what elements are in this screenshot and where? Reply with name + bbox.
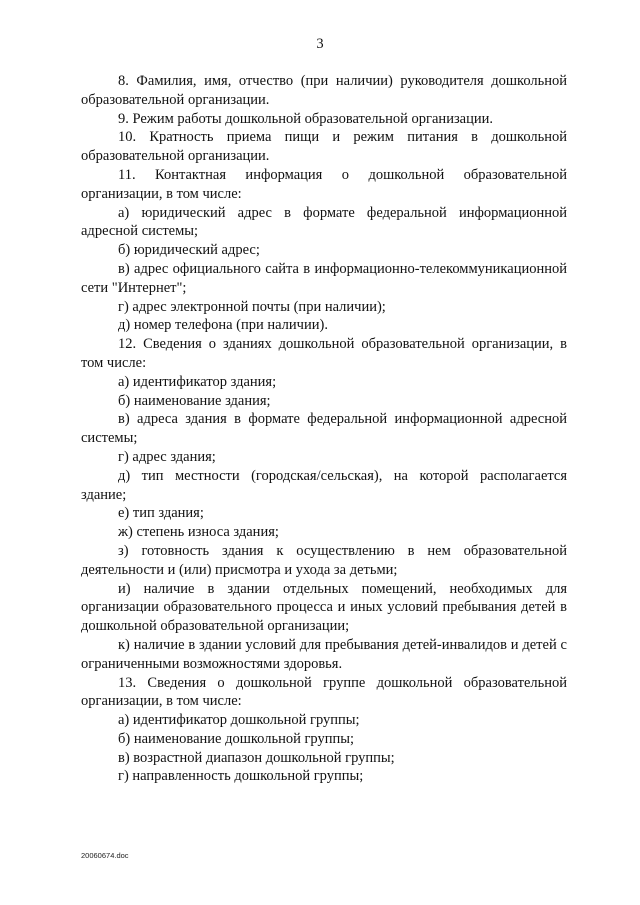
footer-filename: 20060674.doc	[81, 851, 129, 860]
paragraph-12-b: б) наименование здания;	[118, 392, 271, 409]
document-body	[81, 72, 567, 786]
paragraph-8: 8. Фамилия, имя, отчество (при наличии) руководителя дошкольной образовательной организации.	[81, 73, 567, 108]
paragraph-12-a: а) идентификатор здания;	[118, 373, 277, 390]
paragraph-13-b: б) наименование дошкольной группы;	[118, 730, 355, 747]
paragraph-13-a: а) идентификатор дошкольной группы;	[118, 712, 360, 729]
paragraph-12-z: з) готовность здания к осуществлению в нем образовательной деятельности и (или) присмотра и ухода за детьми;	[81, 542, 567, 578]
page-number: 3	[316, 36, 324, 52]
paragraph-11: 11. Контактная информация о дошкольной образовательной организации, в том числе:	[81, 166, 567, 202]
paragraph-12-zh: ж) степень износа здания;	[118, 524, 279, 541]
paragraph-11-d: д) номер телефона (при наличии).	[118, 317, 328, 334]
paragraph-12-i: и) наличие в здании отдельных помещений, необходимых для организации образовательного процесса и иных условий пребывания детей в дошкольной образовательной организации;	[81, 580, 567, 635]
paragraph-11-v: в) адрес официального сайта в информационно-телекоммуникационной сети "Интернет";	[81, 260, 567, 296]
paragraph-11-g: г) адрес электронной почты (при наличии);	[118, 298, 386, 315]
paragraph-12-d: д) тип местности (городская/сельская), на которой располагается здание;	[81, 467, 567, 503]
paragraph-12-k: к) наличие в здании условий для пребывания детей-инвалидов и детей с ограниченными возможностями здоровья.	[81, 636, 567, 672]
paragraph-13-v: в) возрастной диапазон дошкольной группы;	[118, 749, 395, 766]
paragraph-12-v: в) адреса здания в формате федеральной информационной адресной системы;	[81, 411, 567, 447]
paragraph-12-g: г) адрес здания;	[118, 448, 216, 465]
paragraph-11-b: б) юридический адрес;	[118, 242, 260, 259]
paragraph-11-a: а) юридический адрес в формате федеральной информационной адресной системы;	[81, 204, 567, 240]
paragraph-13: 13. Сведения о дошкольной группе дошкольной образовательной организации, в том числе:	[81, 674, 567, 710]
paragraph-10: 10. Кратность приема пищи и режим питания в дошкольной образовательной организации.	[81, 129, 567, 165]
paragraph-13-g: г) направленность дошкольной группы;	[118, 768, 364, 785]
paragraph-12-e: е) тип здания;	[118, 505, 204, 522]
paragraph-9: 9. Режим работы дошкольной образовательной организации.	[118, 110, 494, 127]
paragraph-12: 12. Сведения о зданиях дошкольной образовательной организации, в том числе:	[81, 336, 567, 371]
